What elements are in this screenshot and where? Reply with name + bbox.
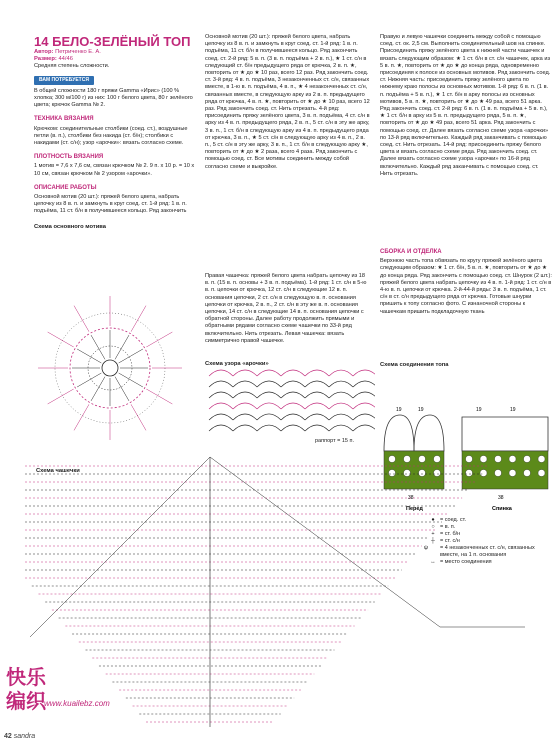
work-text: Основной мотив (20 шт.): пряжей белого цвета, набрать цепочку из 8 в. п. и замкнуть в круг соед. ст. 1-й ряд: 1 в. п. подъёма, 11 ст. б/н в получившееся кольцо. Ряд закончить соед. ст. 2-й ряд: 5 в. п. (3 в. п. подъёма + 2 в. п.), ★ 1 ст. с/н в следующий ст. б/н предыдущего ряда от крючка, 2 в. п. ★, повторить от ★ до ★ 10 раз, всего 12 раз. Ряд закончить соед. ст. 3-й ряд: 4 в. п. подъёма, 3 незаконченных ст. с/н, связанных вместе, в 1-ю в. п. подъёма, 4 в. п., ★ 4 незаконченных ст. с/н, связанных вместе, в следующую арку из 2 в. п. предыдущего ряда от крючка, 4 в. п. ★, повторить от ★ до ★ 10 раз, всего 12 раз. Ряд закончить соед. ст. Нить отрезать. 4-й ряд: присоединить пряжу зелёного цвета, 3 в. п. подъёма, 4 ст. с/н в арку из 4 в. п. предыдущего ряда, 2 в. п., 5 ст. с/н в эту же арку, 3 в. п., 1 ст. б/н в следующую арку из 4 в. п. предыдущего ряда от крючка, 3 в. п., ★ 5 ст. с/н в следующую арку из 4 в. п., 2 в. п., 5 ст. с/н в эту же арку, 3 в. п., 1 ст. б/н в следующую арку ★, повторить от ★ до ★ 2 раза, всего 4 раза. Ряд закончить с помощью соед. ст. Все мотивы соединить между собой согласно схеме и выкройке.: [205, 34, 370, 170]
page-number: 42: [4, 733, 12, 740]
dim-19-c: 19: [476, 407, 482, 413]
motif-diagram: [30, 290, 190, 445]
technique-heading: ТЕХНИКА ВЯЗАНИЯ: [34, 116, 94, 123]
dim-19-a: 19: [396, 407, 402, 413]
legend-cluster: ψ = 4 незаконченных ст. с/н, связанных вместе, на 1 п. основания: [424, 545, 535, 558]
work-heading: ОПИСАНИЕ РАБОТЫ: [34, 184, 97, 191]
difficulty: Средняя степень сложности.: [34, 63, 110, 70]
svg-text:编织: 编织: [6, 691, 46, 713]
arches-diagram: [205, 358, 375, 448]
legend-sc-text: = ст. б/н: [440, 531, 461, 537]
density-heading: ПЛОТНОСТЬ ВЯЗАНИЯ: [34, 154, 104, 161]
author-label: Автор:: [34, 49, 54, 55]
pattern-number: 14: [34, 34, 49, 49]
column-right: [380, 34, 552, 369]
work-text-start: Основной мотив (20 шт.): пряжей белого цвета, набрать цепочку из 8 в. п. и замкнуть в круг соед. ст. 1-й ряд: 1 в. п. подъёма, 11 ст. б/н в получившееся кольцо. Ряд закончить: [34, 194, 187, 215]
svg-text:快乐: 快乐: [6, 667, 46, 689]
legend-join: ↔ = место соединения: [430, 559, 492, 565]
dim-38-a: 38: [408, 495, 414, 501]
legend-dc: ┼ = ст. с/н: [431, 538, 460, 544]
size-label: Размер:: [34, 56, 57, 63]
dim-19-b: 19: [418, 407, 424, 413]
author-name: Петриченко Е. А.: [55, 49, 101, 55]
size-value: 44/46: [58, 56, 73, 63]
density-text: 1 мотив = 7,6 х 7,6 см, связан крючком № 2. 9 п. х 10 р. = 10 х 10 см, связан крючком № 2 узором «арочки».: [34, 163, 195, 177]
author-line: [34, 49, 196, 56]
site-logo: [0, 660, 120, 720]
motif-spokes: [38, 296, 182, 440]
assembly-text: Верхнюю часть топа обвязать по кругу пряжей зелёного цвета следующим образом: ★ 1 ст. б/н, 5 в. п. ★, повторить от ★ до ★ до конца ряда. Ряд закончить с помощью соед. ст. Шнурок (2 шт.): пряжей белого цвета набрать цепочку из 4 в. п. 1-й ряд: 1 ст. с/н в 4-ю в. п. цепочки от крючка. 2-й-44-й ряды: 3 в. п. подъёма, 1 ст. с/н в ст. с/н предыдущего ряда от крючка. Готовые шнурки пришить к топу согласно фото. С изнаночной стороны к чашечкам пришить подкладочную ткань: [380, 258, 552, 315]
legend-cluster-text: = 4 незаконченных ст. с/н, связанных вместе, на 1 п. основания: [440, 545, 535, 558]
front-label: Перед: [406, 506, 423, 512]
back-label: Спинка: [492, 506, 512, 512]
motif-rings: [55, 313, 165, 423]
legend-dc-text: = ст. с/н: [440, 538, 460, 544]
dim-38-b: 38: [498, 495, 504, 501]
column-middle: [205, 34, 370, 368]
size-line: [34, 56, 196, 63]
cup-diagram-title: Схема чашечки: [36, 468, 80, 474]
materials-text: В общей сложности 180 г пряжи Gamma «Ирис» (100 % хлопка; 300 м/100 г) из них: 100 г белого цвета, 80 г зелёного цвета; крючок Gamma № 2.: [34, 87, 193, 109]
arches-rows: [209, 370, 375, 431]
technique-text: Крючком: соединительные столбики (соед. ст.), воздушные петли (в. п.), столбики без накида (ст. б/н); столбики с накидами (ст. с/н); узор «арочки»: вязать согласно схеме.: [34, 125, 188, 147]
legend-chain: ○ = в. п.: [431, 524, 456, 530]
legend-chain-text: = в. п.: [440, 524, 456, 530]
legend-sl-st-text: = соед. ст.: [440, 517, 467, 523]
right-column-text: Правую и левую чашечки соединить между собой с помощью соед. ст. ок. 2,5 см. Выполнить соединительный шов на спинке. Присоединить пряжу зелёного цвета к нижней части чашечек и вязать следующим образом: ★ 1 ст. б/н в ст. с/н чашечек, арка из 5 в. п. ★, повторить от ★ до ★ до конца ряда, одновременно присоединяя к полосе из основных мотивов. Ряд закончить соед. ст. Нижняя часть: присоединить пряжу зелёного цвета по нижнему краю полосы из основных мотивов. 1-й ряд: 6 в. п. (1 в. п. подъёма + 5 в. п.), ★ 1 ст. б/н в арку полосы из основных мотивов, 5 в. п. ★, повторить от ★ до ★ 49 раз, всего 51 арка. Ряд закончить соед. ст. 2-й ряд: 6 в. п. (1 в. п. подъёма + 5 в. п.), ★ 1 ст. б/н в арку из 5 в. п. предыдущего ряда, 5 в. п. ★, повторить от ★ до ★ 49 раз, всего 51 арка. Ряд закончить с помощью соед. ст. Далее вязать согласно схеме узора «арочки» по 13-й ряд включительно. Каждый ряд заканчивать с помощью соед. ст. Нить отрезать. 14-й ряд: присоединить пряжу белого цвета и вязать согласно схеме ряда. Ряд закончить соед. ст. Далее вязать согласно схеме узора «арочки» по 16-й ряд включительно. Каждый ряд заканчивать с помощью соед. ст. Нить отрезать.: [380, 34, 551, 177]
materials-badge: ВАМ ПОТРЕБУЕТСЯ: [34, 76, 94, 85]
assembly-heading: СБОРКА И ОТДЕЛКА: [380, 249, 442, 255]
top-diagram-title: Схема соединения топа: [380, 362, 449, 369]
legend-sl-st: ● = соед. ст.: [431, 517, 467, 523]
arches-diagram-title: Схема узора «арочки»: [205, 361, 269, 367]
rapport-label: раппорт = 15 п.: [315, 438, 355, 444]
page-footer: [4, 733, 35, 740]
symbol-legend: [426, 517, 551, 566]
column-left: [34, 34, 196, 231]
motif-diagram-title: Схема основного мотива: [34, 224, 107, 231]
cup-text: Правая чашечка: пряжей белого цвета набрать цепочку из 18 в. п. (15 в. п. основы + 3 в. п. подъёма). 1-й ряд: 1 ст. с/н в 5-ю в. п. цепочки от крючка, 12 ст. с/н в следующие 12 в. п. основания цепочки, 2 ст. с/н в следующую в. п. основания цепочки от крючка, 2 в. п., 2 ст. с/н в эту же в. п. основания цепочки, 14 ст. с/н в следующие 14 в. п. основания цепочки с обратной стороны. Далее работу продолжить прямыми и обратными рядами согласно схеме чашечки по 33-й ряд включительно. Нить отрезать. Левая чашечка: вязать симметрично правой чашечке.: [205, 273, 367, 344]
legend-join-text: = место соединения: [440, 559, 492, 565]
logo-url: www.kuailebz.com: [44, 699, 110, 708]
magazine-name: sandra: [13, 733, 36, 740]
dim-19-d: 19: [510, 407, 516, 413]
legend-sc: + = ст. б/н: [431, 531, 461, 537]
pattern-title: [34, 34, 196, 49]
pattern-title-text: БЕЛО-ЗЕЛЁНЫЙ ТОП: [52, 34, 191, 49]
